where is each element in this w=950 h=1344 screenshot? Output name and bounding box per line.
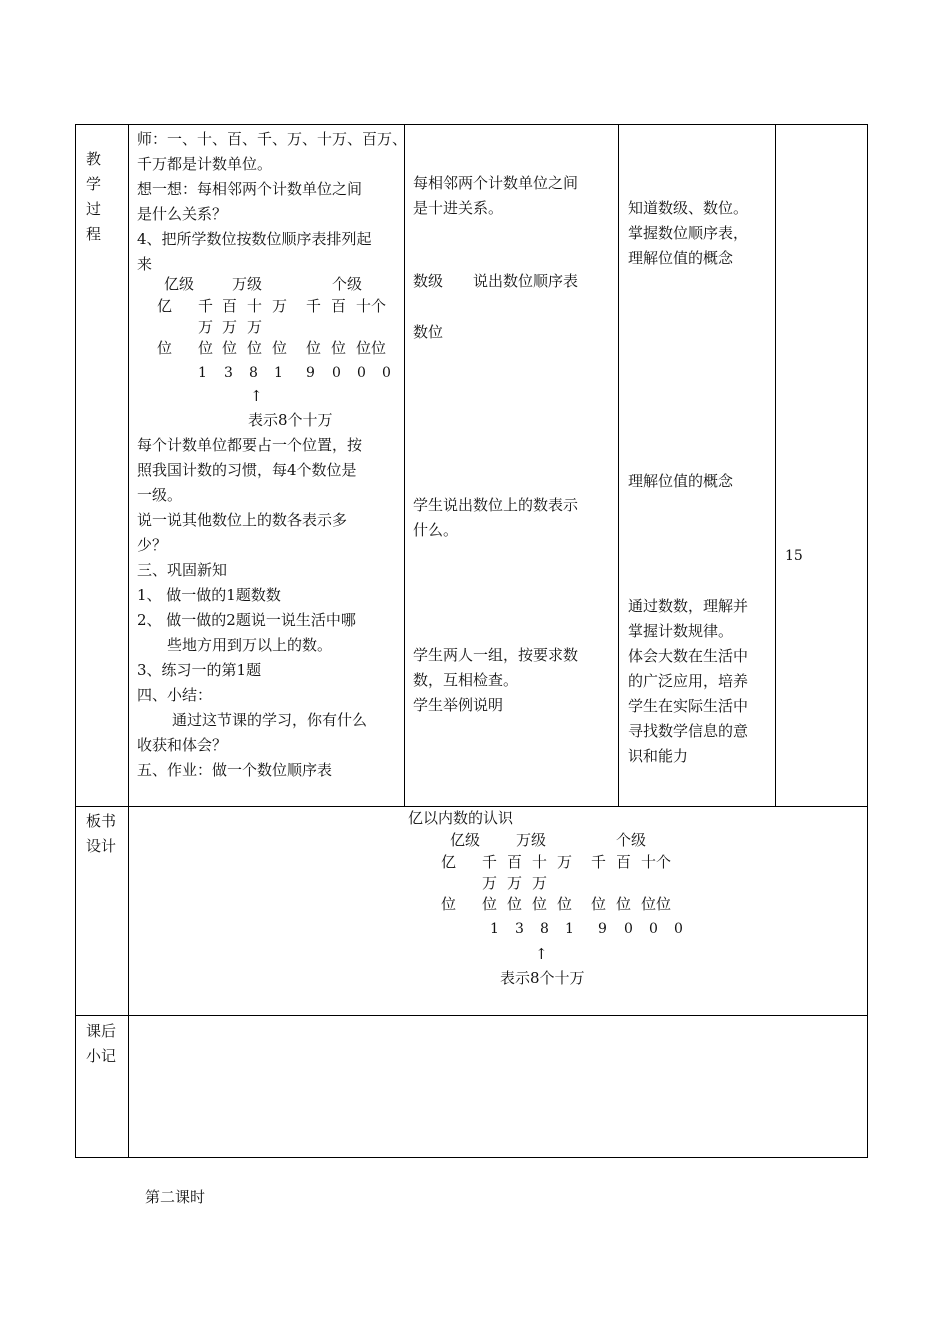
time-minutes: 15	[785, 548, 803, 564]
up-arrow-icon: ↑	[250, 387, 263, 405]
up-arrow-icon: ↑	[535, 945, 548, 963]
table-right-border	[867, 124, 868, 1158]
lesson-plan-page: 教 学 过 程 板书 设计 课后 小记 师：一、十、百、千、万、十万、百万、 千万都是计数单位。 想一想：每相邻两个计数单位之间 是什么关系？ 4、把所学数位按数位顺序表排列起 来 亿级 万级 个级 亿 千 百 十 万 千 百 十个 万 万 万 位 位 位 位 位 位 位 位位 1 3 8 1 9 0 0 0 ↑ 表示8个十万 每个计数单位都要占一个位置，按 照我国计数的习惯，每4个数位是 一级。 说一说其他数位上的数各表示多 少？ 三、巩固新知 1、 做一做的1题数数 2、 做一做的2题说一说生活中哪 些地方用到万以上的数。 3、练习一的第1题 四、小结： 通过这节课的学习，你有什么 收获和体会？ 五、作业：做一个数位顺序表 每相邻两个计数单位之间 是十进关系。 数级 说出数位顺序表 数位 学生说出数位上的数表示 什么。 学生两人一组，按要求数 数，互相检查。 学生举例说明 知道数级、数位。 掌握数位顺序表， 理解位值的概念 理解位值的概念 通过数数，理解并 掌握计数规律。 体会大数在生活中 的广泛应用，培养 学生在实际生活中 寻找数学信息的意 识和能力 15 亿以内数的认识 亿级 万级 个级 亿 千 百 十 万 千 百 十个 万 万 万 位 位 位 位 位 位 位 位位 1 3 8 1 9 0 0 0 ↑ 表示8个十万 第二课时	[0, 0, 950, 1344]
table-top-border	[75, 124, 868, 125]
table-left-border	[75, 124, 76, 1158]
table-column-divider	[404, 124, 405, 806]
table-column-divider	[128, 124, 129, 1158]
table-row-divider	[75, 1015, 868, 1016]
second-lesson-heading: 第二课时	[145, 1188, 206, 1206]
table-bottom-border	[75, 1157, 868, 1158]
board-title: 亿以内数的认识	[408, 809, 514, 827]
table-column-divider	[618, 124, 619, 806]
table-column-divider	[775, 124, 776, 806]
